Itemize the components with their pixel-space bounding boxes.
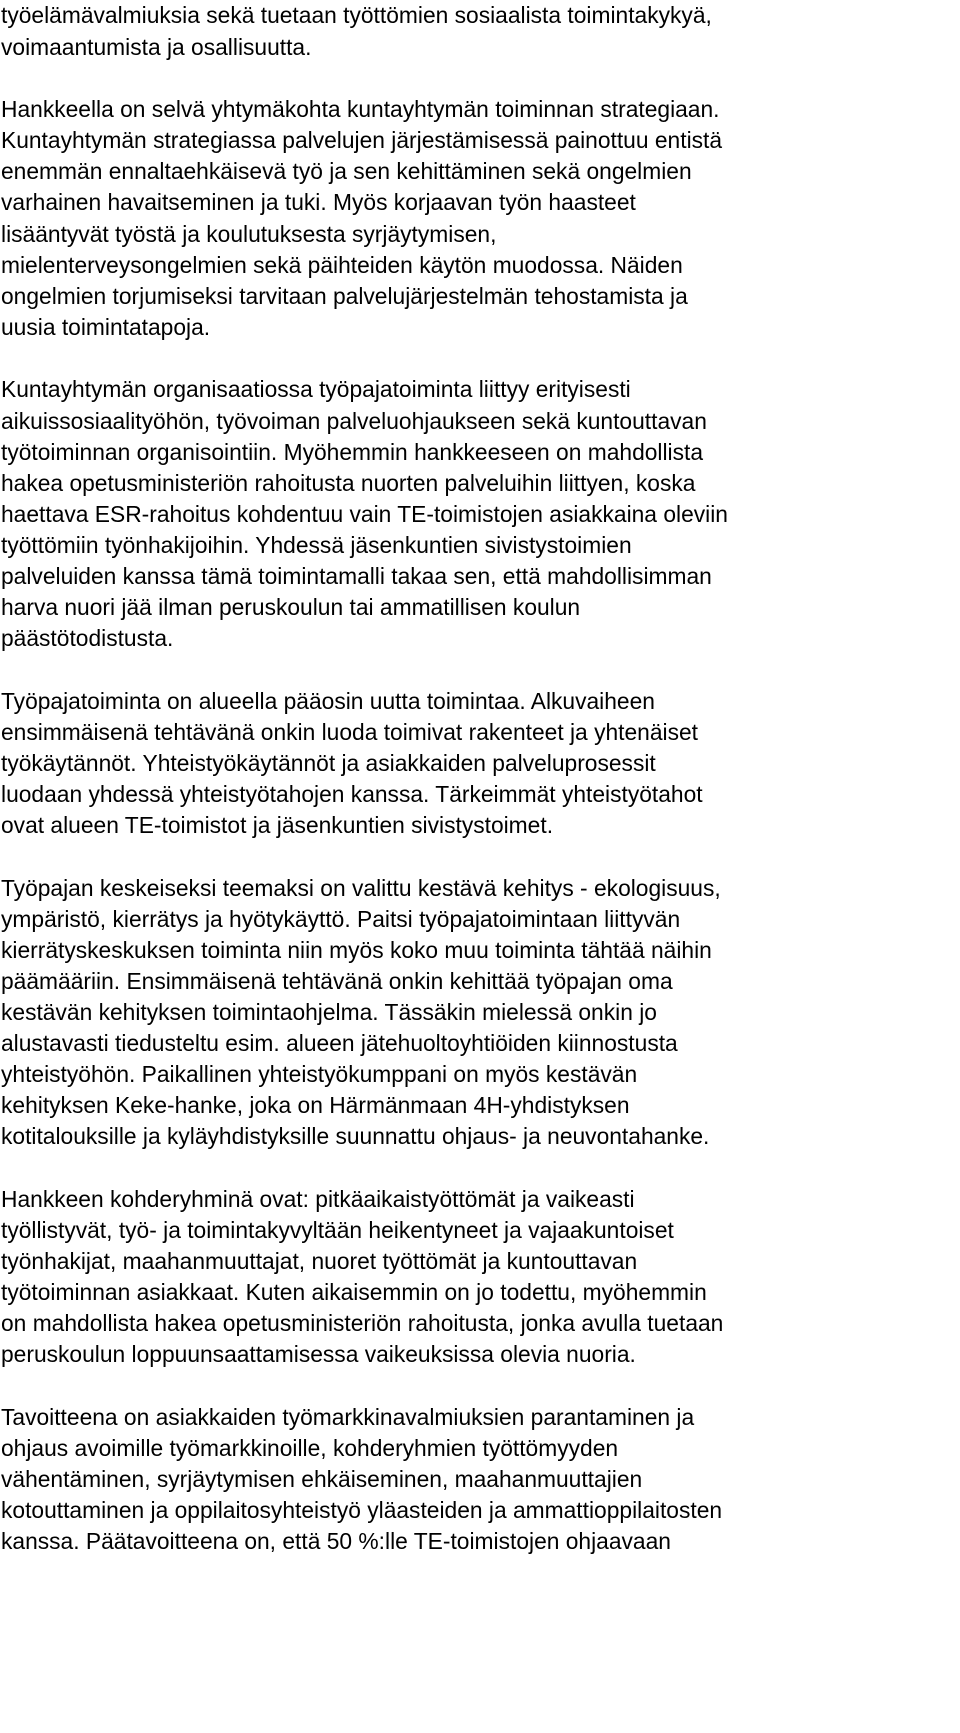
text-line: varhainen havaitseminen ja tuki. Myös korjaavan työn haasteet bbox=[1, 189, 636, 215]
text-line: Työpajan keskeiseksi teemaksi on valittu kestävä kehitys - ekologisuus, bbox=[1, 875, 721, 901]
text-line: Työpajatoiminta on alueella pääosin uutta toimintaa. Alkuvaiheen bbox=[1, 688, 655, 714]
text-line: Kuntayhtymän organisaatiossa työpajatoiminta liittyy erityisesti bbox=[1, 376, 631, 402]
text-line: ensimmäisenä tehtävänä onkin luoda toimivat rakenteet ja yhtenäiset bbox=[1, 719, 698, 745]
text-line: Kuntayhtymän strategiassa palvelujen järjestämisessä painottuu entistä bbox=[1, 127, 723, 153]
text-line: on mahdollista hakea opetusministeriön rahoitusta, jonka avulla tuetaan bbox=[1, 1310, 724, 1336]
text-line: työkäytännöt. Yhteistyökäytännöt ja asiakkaiden palveluprosessit bbox=[1, 750, 656, 776]
text-line: Tavoitteena on asiakkaiden työmarkkinavalmiuksien parantaminen ja bbox=[1, 1404, 695, 1430]
text-line: aikuissosiaalityöhön, työvoiman palveluohjaukseen sekä kuntouttavan bbox=[1, 408, 707, 434]
text-line: Hankkeen kohderyhminä ovat: pitkäaikaistyöttömät ja vaikeasti bbox=[1, 1186, 635, 1212]
text-line: päästötodistusta. bbox=[1, 625, 174, 651]
text-line: ohjaus avoimille työmarkkinoille, kohderyhmien työttömyyden bbox=[1, 1435, 619, 1461]
text-line: työnhakijat, maahanmuuttajat, nuoret työttömät ja kuntouttavan bbox=[1, 1248, 638, 1274]
text-line: työttömiin työnhakijoihin. Yhdessä jäsenkuntien sivistystoimien bbox=[1, 532, 632, 558]
text-line: luodaan yhdessä yhteistyötahojen kanssa. Tärkeimmät yhteistyötahot bbox=[1, 781, 703, 807]
text-line: kestävän kehityksen toimintaohjelma. Tässäkin mielessä onkin jo bbox=[1, 999, 657, 1025]
text-line: hakea opetusministeriön rahoitusta nuorten palveluihin liittyen, koska bbox=[1, 470, 696, 496]
text-line: ovat alueen TE-toimistot ja jäsenkuntien sivistystoimet. bbox=[1, 812, 554, 838]
text-line: kierrätyskeskuksen toiminta niin myös koko muu toiminta tähtää näihin bbox=[1, 937, 712, 963]
text-line: haettava ESR-rahoitus kohdentuu vain TE-toimistojen asiakkaina oleviin bbox=[1, 501, 728, 527]
text-line: ympäristö, kierrätys ja hyötykäyttö. Paitsi työpajatoimintaan liittyvän bbox=[1, 906, 681, 932]
text-line: työtoiminnan asiakkaat. Kuten aikaisemmin on jo todettu, myöhemmin bbox=[1, 1279, 707, 1305]
text-line: palveluiden kanssa tämä toimintamalli takaa sen, että mahdollisimman bbox=[1, 563, 712, 589]
text-line: Hankkeella on selvä yhtymäkohta kuntayhtymän toiminnan strategiaan. bbox=[1, 96, 720, 122]
text-line: mielenterveysongelmien sekä päihteiden käytön muodossa. Näiden bbox=[1, 252, 683, 278]
text-line: harva nuori jää ilman peruskoulun tai ammatillisen koulun bbox=[1, 594, 581, 620]
text-line: uusia toimintatapoja. bbox=[1, 314, 211, 340]
text-line: vähentäminen, syrjäytymisen ehkäiseminen, maahanmuuttajien bbox=[1, 1466, 643, 1492]
text-line: kotitalouksille ja kyläyhdistyksille suunnattu ohjaus- ja neuvontahanke. bbox=[1, 1123, 710, 1149]
text-line: voimaantumista ja osallisuutta. bbox=[1, 34, 312, 60]
text-line: kehityksen Keke-hanke, joka on Härmänmaan 4H-yhdistyksen bbox=[1, 1092, 630, 1118]
text-line: työelämävalmiuksia sekä tuetaan työttömien sosiaalista toimintakykyä, bbox=[1, 2, 712, 28]
text-line: työllistyvät, työ- ja toimintakyvyltään heikentyneet ja vajaakuntoiset bbox=[1, 1217, 674, 1243]
text-line: peruskoulun loppuunsaattamisessa vaikeuksissa olevia nuoria. bbox=[1, 1341, 636, 1367]
text-line: työtoiminnan organisointiin. Myöhemmin hankkeeseen on mahdollista bbox=[1, 439, 704, 465]
text-line: kotouttaminen ja oppilaitosyhteistyö yläasteiden ja ammattioppilaitosten bbox=[1, 1497, 723, 1523]
text-line: lisääntyvät työstä ja koulutuksesta syrjäytymisen, bbox=[1, 221, 497, 247]
text-line: alustavasti tiedusteltu esim. alueen jätehuoltoyhtiöiden kiinnostusta bbox=[1, 1030, 678, 1056]
text-line: enemmän ennaltaehkäisevä työ ja sen kehittäminen sekä ongelmien bbox=[1, 158, 692, 184]
text-line: päämääriin. Ensimmäisenä tehtävänä onkin kehittää työpajan oma bbox=[1, 968, 673, 994]
text-line: ongelmien torjumiseksi tarvitaan palvelujärjestelmän tehostamista ja bbox=[1, 283, 688, 309]
text-line: kanssa. Päätavoitteena on, että 50 %:lle TE-toimistojen ohjaavaan bbox=[1, 1528, 671, 1554]
text-line: yhteistyöhön. Paikallinen yhteistyökumppani on myös kestävän bbox=[1, 1061, 638, 1087]
